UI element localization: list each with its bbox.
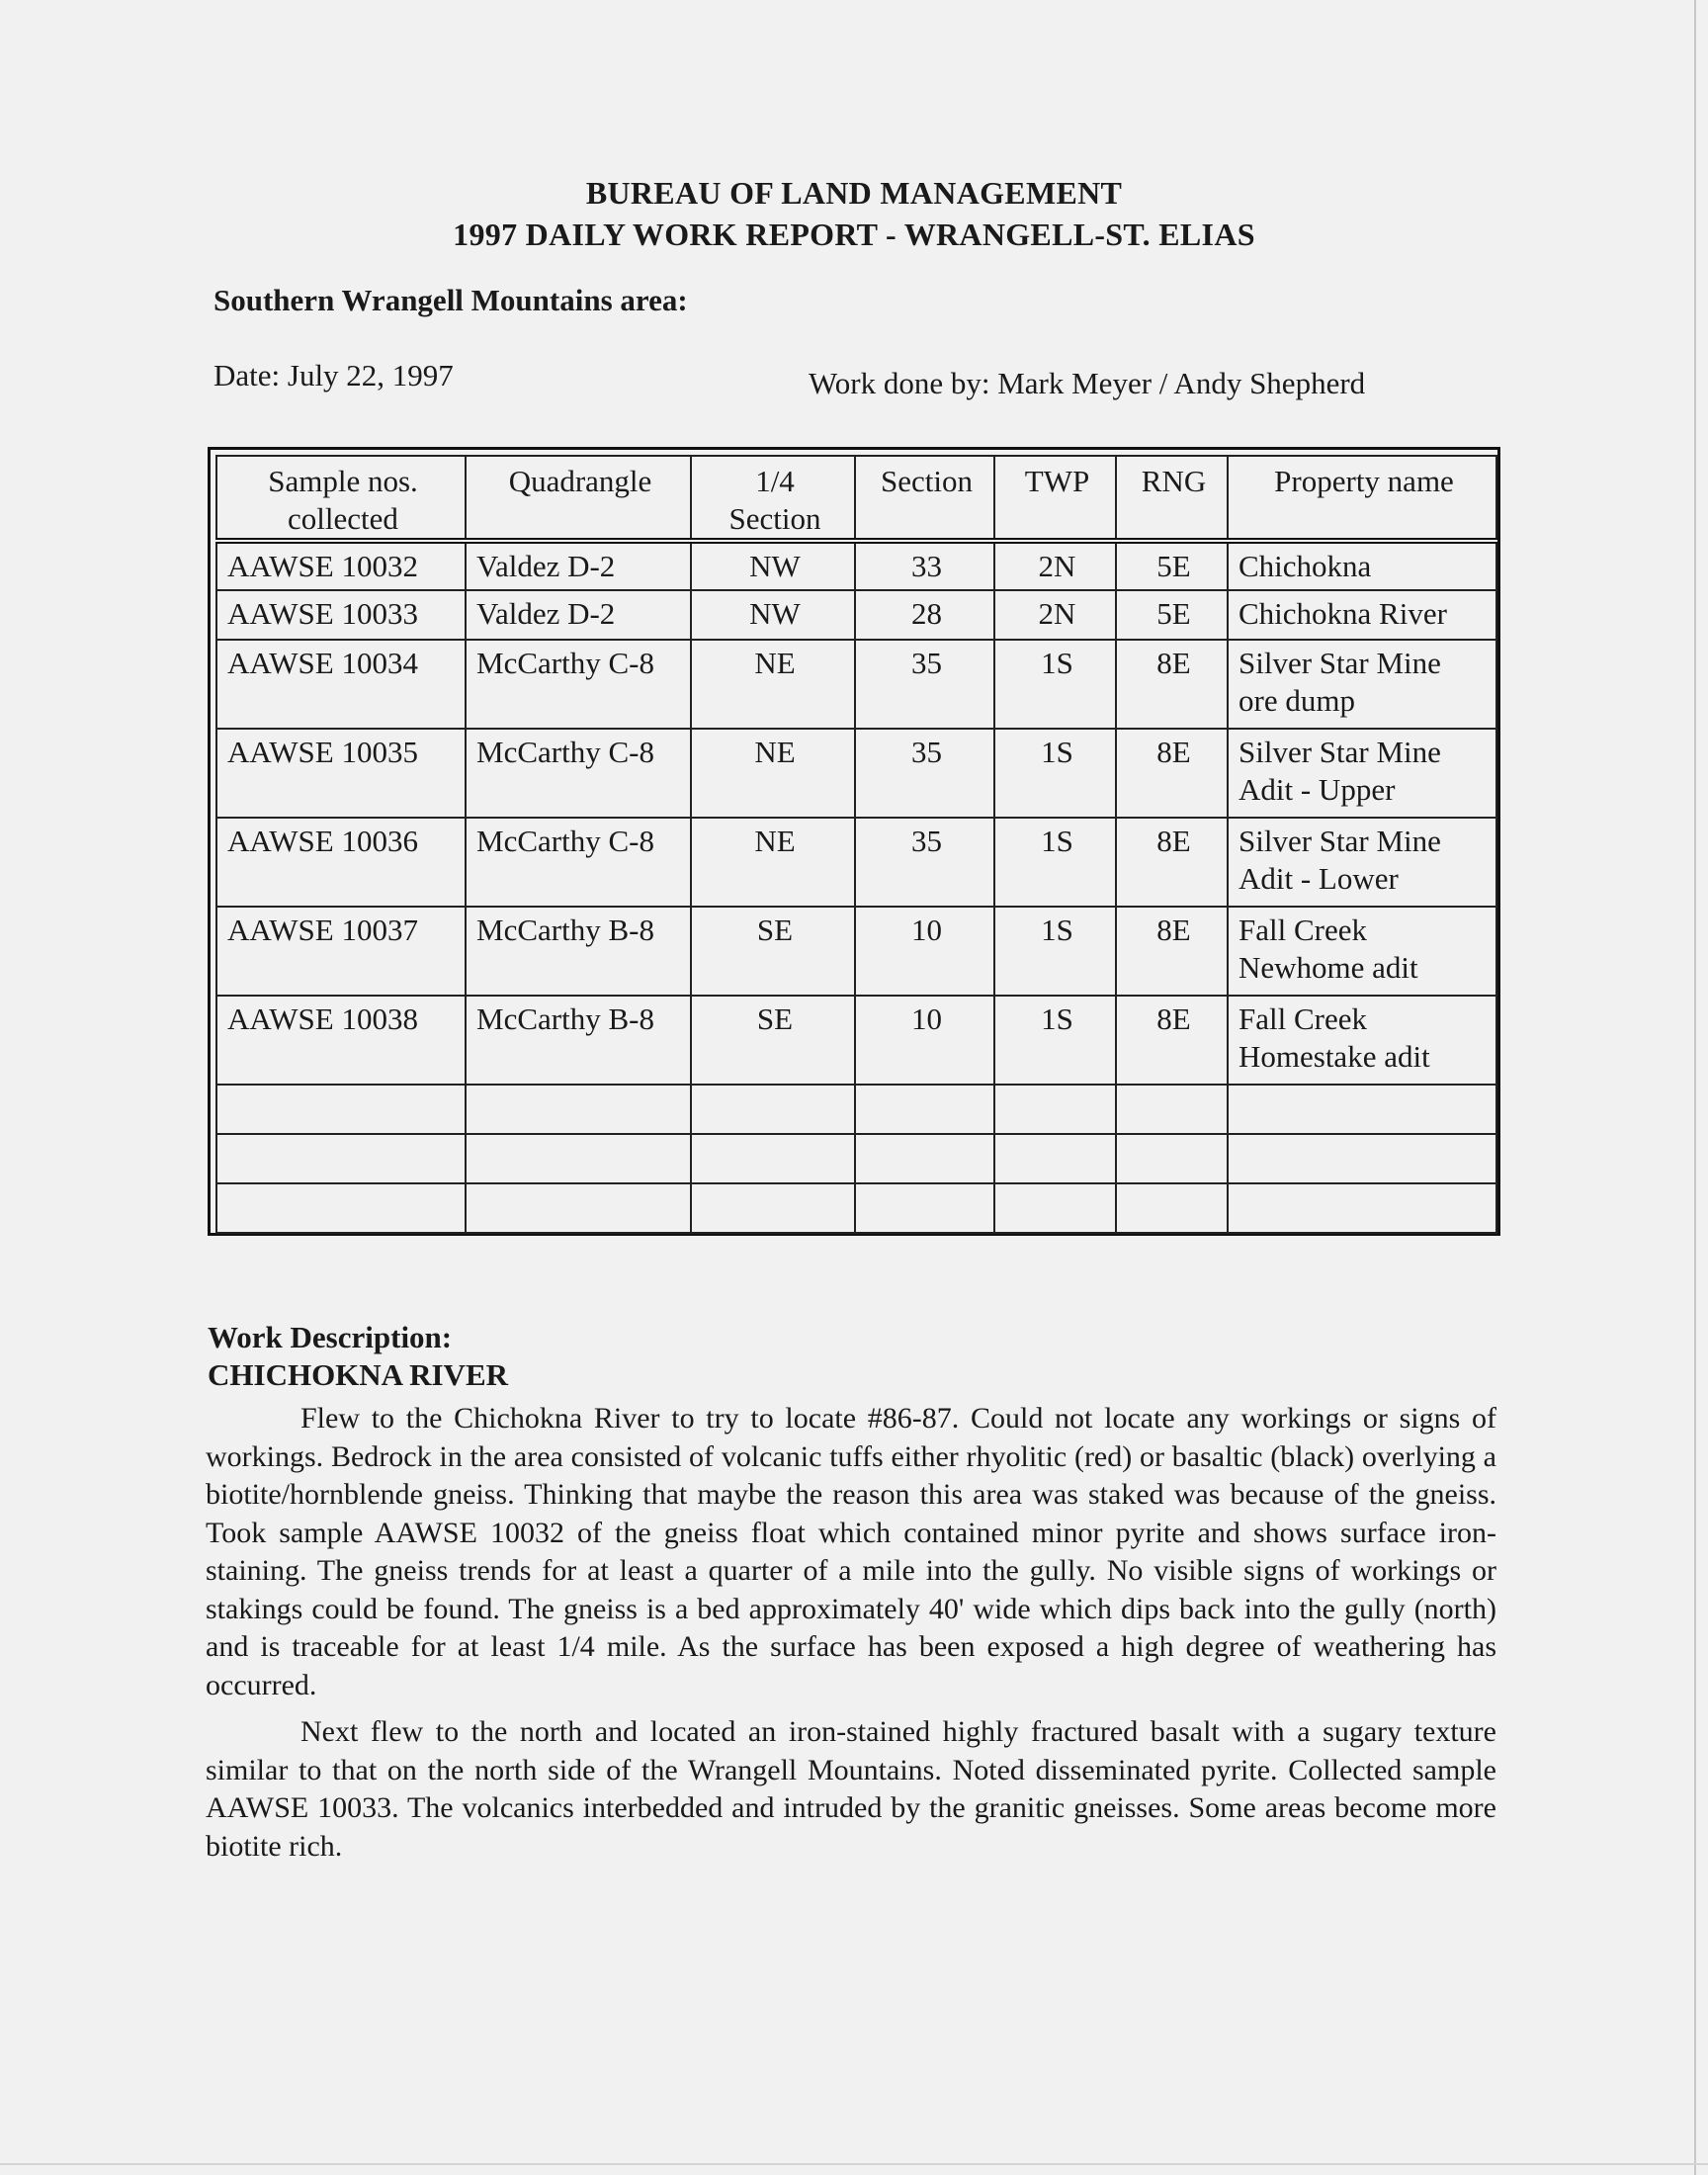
cell-quadrangle: McCarthy B-8 [466,996,691,1085]
table-row [216,996,1496,1085]
report-workers: Work done by: Mark Meyer / Andy Shepherd [809,366,1366,400]
cell-property [1228,590,1496,640]
column-header-quadrangle: Quadrangle [466,456,691,541]
cell-sample: AAWSE 10038 [216,996,466,1085]
work-description-subheading: CHICHOKNA RIVER [208,1357,509,1392]
cell-quadrangle: McCarthy C-8 [466,640,691,729]
work-description-paragraph: Flew to the Chichokna River to try to locate #86-87. Could not locate any workings or signs of workings. Bedrock in the area consisted of volcanic tuffs either rhyolitic (red) or basaltic (black) overlying a biotite/hornblende gneiss. Thinking that maybe the reason this area was staked was because of the gneiss. Took sample AAWSE 10032 of the gneiss float which contained minor pyrite and shows surface iron-staining. The gneiss trends for at least a quarter of a mile into the gully. No visible signs of workings or stakings could be found. The gneiss is a bed approximately 40' wide which dips back into the gully (north) and is traceable for at least 1/4 mile. As the surface has been exposed a high degree of weathering has occurred. [206,1402,1496,1701]
cell-rng: 8E [1116,818,1228,907]
cell-property [1228,996,1496,1085]
page-edge [1694,0,1696,2175]
report-header [0,172,1708,255]
cell-property [1228,541,1496,590]
property-line-1: Fall Creek [1238,1001,1367,1036]
cell-rng: 8E [1116,640,1228,729]
cell-quarter: NW [691,590,855,640]
column-header-sample [216,456,466,541]
cell-section: 35 [855,818,994,907]
empty-table-row [216,1085,1496,1134]
cell-twp: 1S [994,640,1116,729]
property-line-1: Silver Star Mine [1238,646,1441,680]
cell-rng: 5E [1116,541,1228,590]
property-line-1: Silver Star Mine [1238,735,1441,769]
cell-twp: 1S [994,729,1116,818]
property-line-1: Chichokna River [1238,596,1447,631]
report-date: Date: July 22, 1997 [214,358,454,392]
table-row [216,590,1496,640]
work-description-heading: Work Description: [208,1320,453,1354]
cell-sample: AAWSE 10036 [216,818,466,907]
cell-section: 35 [855,729,994,818]
cell-section: 28 [855,590,994,640]
cell-rng: 8E [1116,996,1228,1085]
cell-twp: 1S [994,907,1116,996]
area-heading: Southern Wrangell Mountains area: [214,283,688,317]
cell-quadrangle: McCarthy B-8 [466,907,691,996]
samples-table-frame [208,447,1500,1236]
cell-section: 33 [855,541,994,590]
cell-quadrangle: McCarthy C-8 [466,729,691,818]
cell-property [1228,729,1496,818]
cell-section: 10 [855,907,994,996]
cell-twp: 2N [994,541,1116,590]
property-line-2: Homestake adit [1238,1039,1430,1074]
cell-twp: 1S [994,818,1116,907]
property-line-2: Newhome adit [1238,950,1418,985]
report-agency: BUREAU OF LAND MANAGEMENT [585,175,1123,211]
cell-sample: AAWSE 10035 [216,729,466,818]
property-line-2: Adit - Upper [1238,772,1396,807]
property-line-2: Adit - Lower [1238,861,1399,896]
cell-quarter: SE [691,996,855,1085]
column-header-twp: TWP [994,456,1116,541]
cell-sample: AAWSE 10034 [216,640,466,729]
column-header-sample-l1: Sample nos. [268,464,418,498]
cell-sample: AAWSE 10033 [216,590,466,640]
cell-property [1228,640,1496,729]
cell-rng: 5E [1116,590,1228,640]
cell-twp: 2N [994,590,1116,640]
cell-quadrangle: McCarthy C-8 [466,818,691,907]
column-header-property: Property name [1228,456,1496,541]
cell-quarter: NE [691,818,855,907]
column-header-quarter-l1: 1/4 [755,464,795,498]
cell-rng: 8E [1116,729,1228,818]
cell-sample: AAWSE 10032 [216,541,466,590]
work-description-paragraph: Next flew to the north and located an iron-stained highly fractured basalt with a sugary texture similar to that on the north side of the Wrangell Mountains. Noted disseminated pyrite. Collected sample AAWSE 10033. The volcanics interbedded and intruded by the granitic gneisses. Some areas become more biotite rich. [206,1715,1496,1863]
property-line-1: Fall Creek [1238,913,1367,947]
cell-property [1228,818,1496,907]
cell-sample: AAWSE 10037 [216,907,466,996]
cell-property [1228,907,1496,996]
cell-quarter: NW [691,541,855,590]
cell-section: 35 [855,640,994,729]
column-header-rng: RNG [1116,456,1228,541]
property-line-1: Chichokna [1238,549,1372,583]
table-row [216,729,1496,818]
cell-quarter: NE [691,640,855,729]
table-row [216,907,1496,996]
cell-rng: 8E [1116,907,1228,996]
samples-table [215,455,1497,1234]
page-edge-bottom [0,2163,1708,2165]
table-row [216,640,1496,729]
cell-quadrangle: Valdez D-2 [466,590,691,640]
cell-quarter: NE [691,729,855,818]
property-line-2: ore dump [1238,683,1355,718]
table-header-row [216,456,1496,541]
cell-section: 10 [855,996,994,1085]
empty-table-row [216,1134,1496,1183]
cell-quarter: SE [691,907,855,996]
cell-quadrangle: Valdez D-2 [466,541,691,590]
report-title: 1997 DAILY WORK REPORT - WRANGELL-ST. ELIAS [453,217,1255,252]
cell-twp: 1S [994,996,1116,1085]
column-header-quarter [691,456,855,541]
column-header-quarter-l2: Section [728,501,821,536]
property-line-1: Silver Star Mine [1238,824,1441,858]
column-header-sample-l2: collected [288,501,398,536]
table-row [216,818,1496,907]
empty-table-row [216,1183,1496,1233]
table-row [216,541,1496,590]
column-header-section: Section [855,456,994,541]
